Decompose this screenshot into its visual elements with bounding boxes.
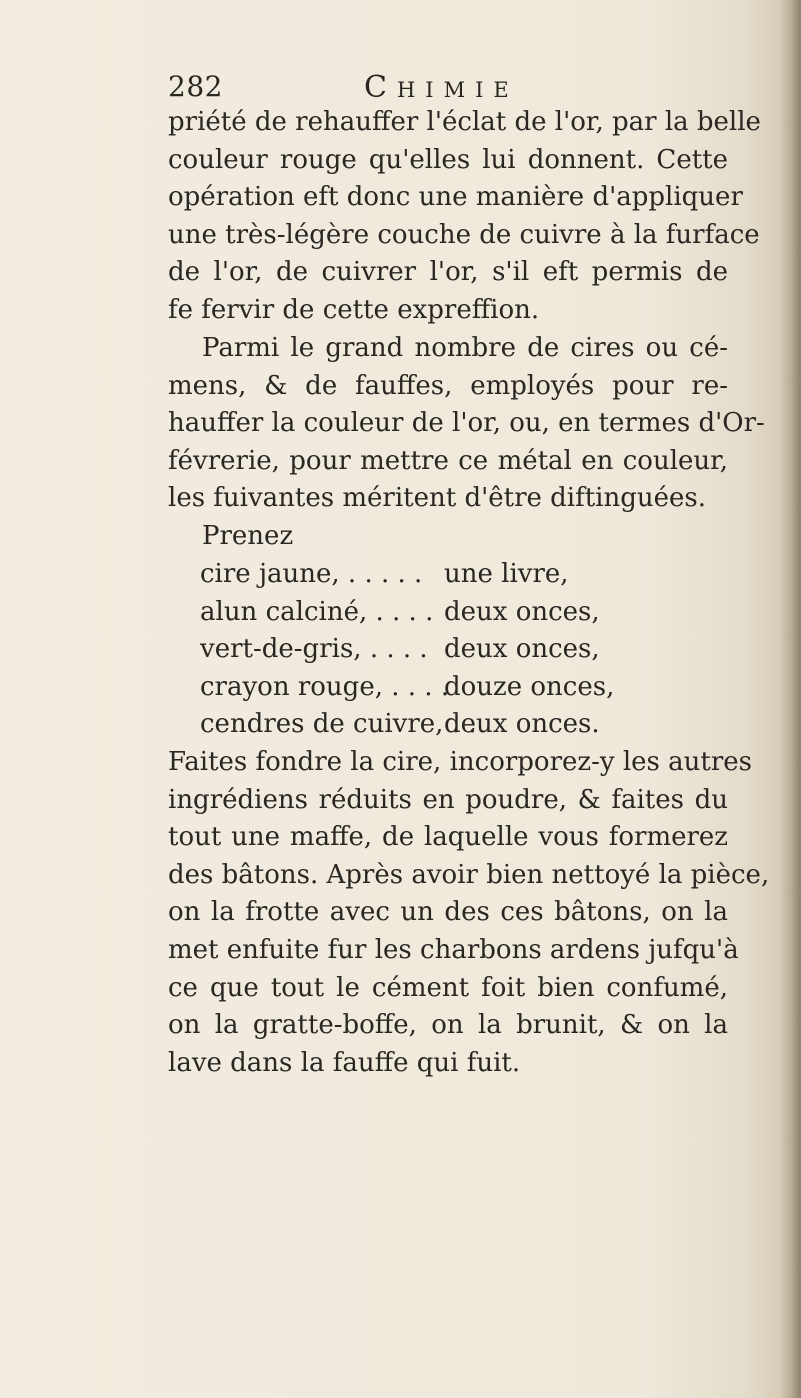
recipe-ingredient: crayon rouge, . . . . bbox=[200, 671, 450, 702]
page-edge-shadow bbox=[779, 0, 801, 1398]
running-head: Chimie bbox=[364, 70, 519, 105]
recipe-row bbox=[200, 631, 730, 669]
paragraph-3 bbox=[168, 744, 770, 1082]
recipe-ingredient: vert-de-gris, . . . . bbox=[200, 634, 428, 665]
text-line: une très-légère couche de cuivre à la furface bbox=[168, 219, 760, 250]
text-line: des bâtons. Après avoir bien nettoyé la pièce, bbox=[168, 859, 770, 890]
text-line: on la frotte avec un des ces bâtons, on la bbox=[168, 897, 728, 928]
recipe-quantity: une livre, bbox=[444, 559, 569, 589]
text-line: met enfuite fur les charbons ardens jufqu'à bbox=[168, 934, 739, 965]
text-line: de l'or, de cuivrer l'or, s'il eft permis de bbox=[168, 257, 728, 288]
text-line: hauffer la couleur de l'or, ou, en termes d'Or- bbox=[168, 408, 765, 439]
text-line: févrerie, pour mettre ce métal en couleur, bbox=[168, 445, 728, 476]
text-line: tout une maffe, de laquelle vous formerez bbox=[168, 822, 728, 853]
recipe-row bbox=[200, 706, 730, 744]
text-line: priété de rehauffer l'éclat de l'or, par la belle bbox=[168, 107, 761, 137]
recipe-quantity: deux onces. bbox=[444, 709, 600, 740]
text-line: lave dans la fauffe qui fuit. bbox=[168, 1047, 521, 1078]
text-line: les fuivantes méritent d'être diftinguées. bbox=[168, 483, 707, 514]
page-number: 282 bbox=[168, 70, 223, 103]
text-line: fe fervir de cette expreffion. bbox=[168, 294, 540, 325]
recipe-ingredient: alun calciné, . . . . bbox=[200, 596, 434, 627]
recipe-quantity: deux onces, bbox=[444, 634, 600, 665]
recipe-ingredient: cendres de cuivre, . . bbox=[200, 709, 477, 740]
recipe-list bbox=[200, 556, 730, 744]
text-line: Faites fondre la cire, incorporez-y les autres bbox=[168, 747, 752, 777]
text-line: opération eft donc une manière d'appliquer bbox=[168, 182, 743, 213]
recipe-row bbox=[200, 594, 730, 632]
text-line: couleur rouge qu'elles lui donnent. Cette bbox=[168, 144, 728, 175]
text-line: on la gratte-boffe, on la brunit, & on la bbox=[168, 1010, 728, 1041]
recipe-row bbox=[200, 669, 730, 707]
paragraph-1 bbox=[168, 104, 761, 330]
text-line: ce que tout le cément foit bien confumé, bbox=[168, 972, 728, 1003]
text-line: ingrédiens réduits en poudre, & faites du bbox=[168, 784, 728, 815]
recipe-quantity: douze onces, bbox=[444, 671, 615, 702]
paragraph-2 bbox=[168, 330, 765, 556]
recipe-ingredient: cire jaune, . . . . . bbox=[200, 559, 423, 589]
text-line: Parmi le grand nombre de cires ou cé- bbox=[202, 333, 728, 363]
prenez-heading: Prenez bbox=[202, 520, 294, 551]
recipe-row bbox=[200, 556, 730, 594]
recipe-quantity: deux onces, bbox=[444, 596, 600, 627]
text-line: mens, & de fauffes, employés pour re- bbox=[168, 370, 728, 401]
